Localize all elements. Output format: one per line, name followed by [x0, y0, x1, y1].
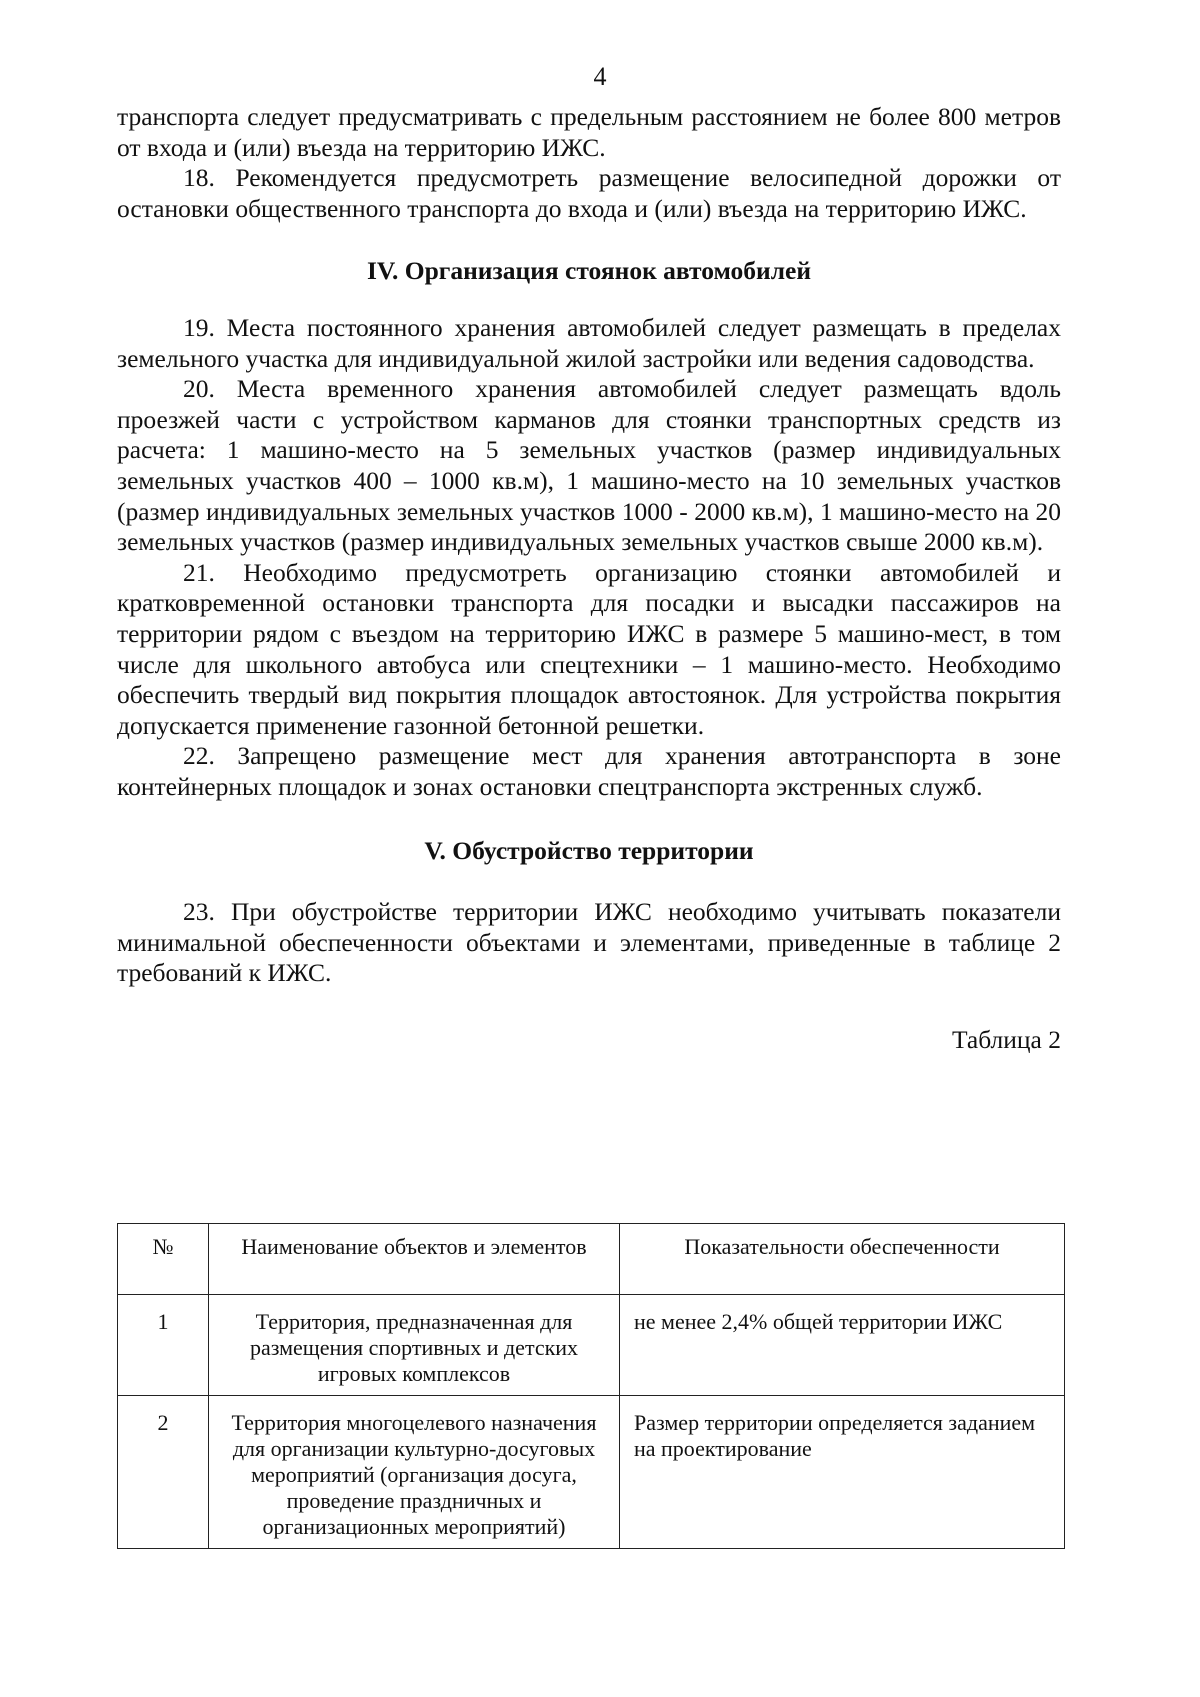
- row-value: Размер территории определяется заданием на проектирование: [620, 1396, 1065, 1549]
- section-heading-iv: IV. Организация стоянок автомобилей: [366, 256, 812, 286]
- table-row: [118, 1295, 1065, 1396]
- paragraph-21: 21. Необходимо предусмотреть организацию стоянки автомобилей и кратковременной остановки транспорта для посадки и высадки пассажиров на территории рядом с въездом на территорию ИЖС в размере 5 машино-мест, в том числе для школьного автобуса или спецтехники – 1 машино-место. Необходимо обеспечить твердый вид покрытия площадок автостоянок. Для устройства покрытия допускается применение газонной бетонной решетки.: [117, 557, 1061, 740]
- header-value: Показательности обеспеченности: [620, 1224, 1065, 1295]
- paragraph-20: 20. Места временного хранения автомобилей следует размещать вдоль проезжей части с устройством карманов для стоянки транспортных средств из расчета: 1 машино-место на 5 земельных участков (размер индивидуальных земельных участков 400 – 1000 кв.м), 1 машино-место на 10 земельных участков (размер индивидуальных земельных участков 1000 - 2000 кв.м), 1 машино-место на 20 земельных участков (размер индивидуальных земельных участков свыше 2000 кв.м).: [117, 374, 1061, 557]
- header-name: Наименование объектов и элементов: [209, 1224, 620, 1295]
- row-number: 2: [118, 1396, 209, 1549]
- provision-table: [117, 1223, 1065, 1549]
- header-number: №: [118, 1224, 209, 1295]
- paragraph-17-continuation: транспорта следует предусматривать с предельным расстоянием не более 800 метров от входа и (или) въезда на территорию ИЖС.: [117, 102, 1061, 162]
- row-value: не менее 2,4% общей территории ИЖС: [620, 1295, 1065, 1396]
- row-number: 1: [118, 1295, 209, 1396]
- table-header-row: [118, 1224, 1065, 1295]
- document-body: [117, 102, 1061, 1055]
- row-name: Территория, предназначенная для размещения спортивных и детских игровых комплексов: [209, 1295, 620, 1396]
- paragraph-22: 22. Запрещено размещение мест для хранения автотранспорта в зоне контейнерных площадок и зонах остановки спецтранспорта экстренных служб.: [117, 741, 1061, 801]
- page-number: 4: [593, 62, 607, 91]
- paragraph-18: 18. Рекомендуется предусмотреть размещение велосипедной дорожки от остановки общественного транспорта до входа и (или) въезда на территорию ИЖС.: [117, 163, 1061, 223]
- section-heading-v: V. Обустройство территории: [424, 836, 754, 866]
- table-row: [118, 1396, 1065, 1549]
- row-name: Территория многоцелевого назначения для организации культурно-досуговых мероприятий (организация досуга, проведение праздничных и организационных мероприятий): [209, 1396, 620, 1549]
- paragraph-23: 23. При обустройстве территории ИЖС необходимо учитывать показатели минимальной обеспеченности объектами и элементами, приведенные в таблице 2 требований к ИЖС.: [117, 897, 1061, 988]
- paragraph-19: 19. Места постоянного хранения автомобилей следует размещать в пределах земельного участка для индивидуальной жилой застройки или ведения садоводства.: [117, 312, 1061, 373]
- table-caption: Таблица 2: [951, 1024, 1061, 1054]
